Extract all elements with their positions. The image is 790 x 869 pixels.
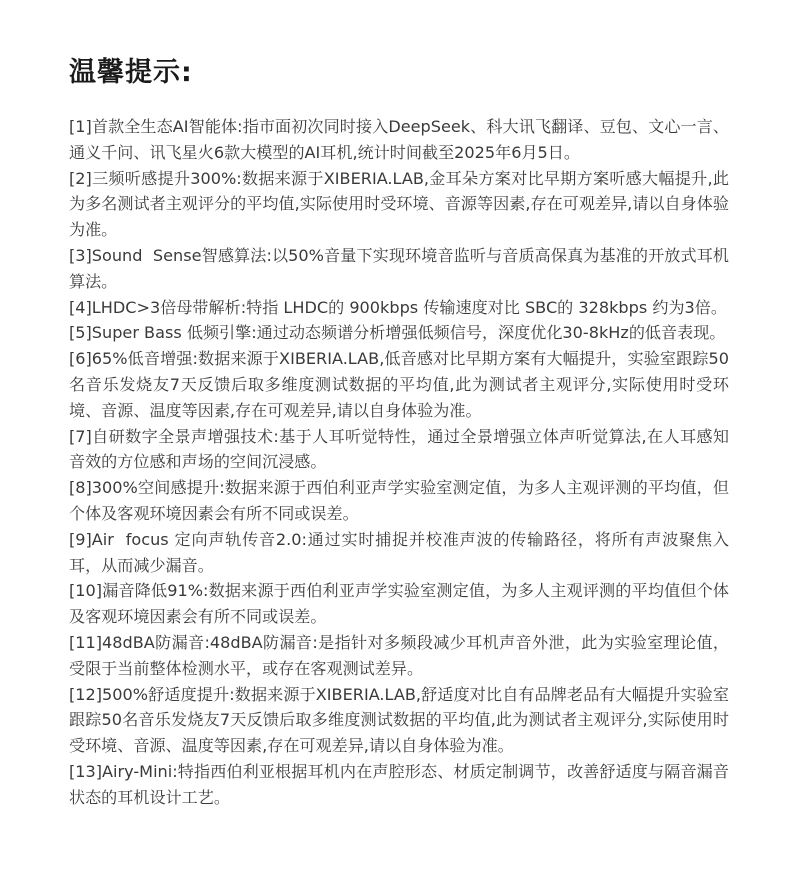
- note-7: [7]自研数字全景声增强技术:基于人耳听觉特性，通过全景增强立体声听觉算法,在人耳感知音效的方位感和声场的空间沉浸感。: [69, 426, 729, 472]
- notes-list: [69, 114, 729, 811]
- note-5: [5]Super Bass 低频引擎:通过动态频谱分析增强低频信号，深度优化30-8kHz的低音表现。: [69, 323, 726, 343]
- note-1: [1]首款全生态AI智能体:指市面初次同时接入DeepSeek、科大讯飞翻译、豆包、文心一言、通义千问、讯飞星火6款大模型的AI耳机,统计时间截至2025年6月5日。: [69, 117, 729, 162]
- note-13: [13]Airy-Mini:特指西伯利亚根据耳机内在声腔形态、材质定制调节，改善舒适度与隔音漏音状态的耳机设计工艺。: [69, 761, 729, 807]
- note-9: [9]Air focus 定向声轨传音2.0:通过实时捕捉并校准声波的传输路径，将所有声波聚焦入耳，从而减少漏音。: [69, 529, 729, 575]
- note-12: [12]500%舒适度提升:数据来源于XIBERIA.LAB,舒适度对比自有品牌老品有大幅提升实验室跟踪50名音乐发烧友7天反馈后取多维度测试数据的平均值,此为测试者主观评分,实际使用时受环境、音源、温度等因素,存在可观差异,请以自身体验为准。: [69, 684, 729, 756]
- note-11: [11]48dBA防漏音:48dBA防漏音:是指针对多频段减少耳机声音外泄，此为实验室理论值，受限于当前整体检测水平，或存在客观测试差异。: [69, 632, 729, 678]
- note-3: [3]Sound Sense智感算法:以50%音量下实现环境音监听与音质高保真为基准的开放式耳机算法。: [69, 245, 729, 291]
- note-4: [4]LHDC>3倍母带解析:特指 LHDC的 900kbps 传输速度对比 SBC的 328kbps 约为3倍。: [69, 297, 727, 317]
- note-10: [10]漏音降低91%:数据来源于西伯利亚声学实验室测定值，为多人主观评测的平均值但个体及客观环境因素会有所不同或误差。: [69, 581, 729, 627]
- note-8: [8]300%空间感提升:数据来源于西伯利亚声学实验室测定值，为多人主观评测的平均值，但个体及客观环境因素会有所不同或误差。: [69, 478, 729, 523]
- note-6: [6]65%低音增强:数据来源于XIBERIA.LAB,低音感对比早期方案有大幅提升，实验室跟踪50名音乐发烧友7天反馈后取多维度测试数据的平均值,此为测试者主观评分,实际使用时受环境、音源、温度等因素,存在可观差异,请以自身体验为准。: [69, 349, 729, 420]
- note-2: [2]三频听感提升300%:数据来源于XIBERIA.LAB,金耳朵方案对比早期方案听感大幅提升,此为多名测试者主观评分的平均值,实际使用时受环境、音源等因素,存在可观差异,请以自身体验为准。: [69, 168, 729, 240]
- page-title: 温馨提示:: [69, 57, 193, 88]
- notice-page: [69, 0, 729, 811]
